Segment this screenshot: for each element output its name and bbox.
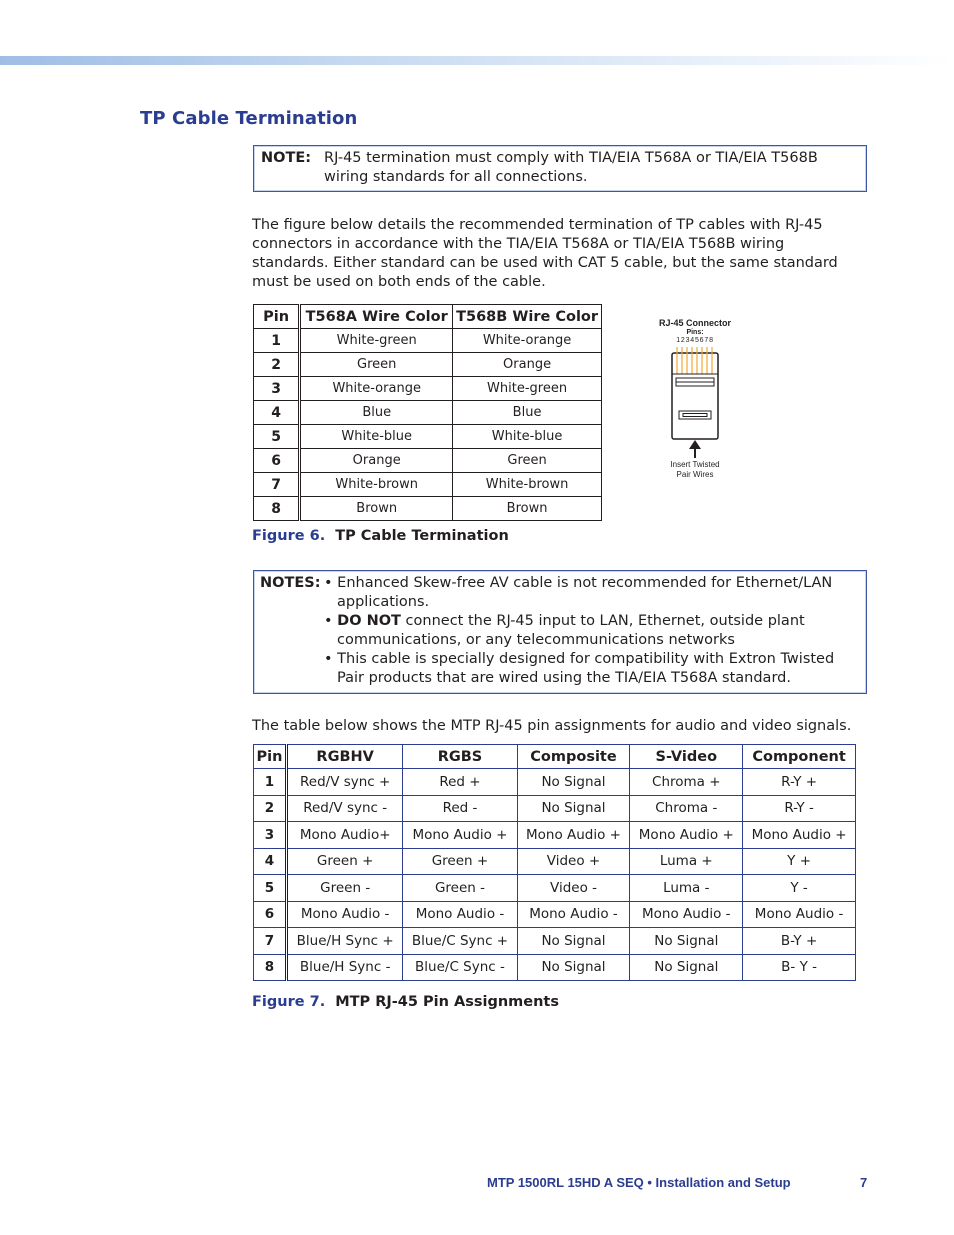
table-cell: Green +: [287, 848, 403, 875]
table-cell: Mono Audio -: [630, 901, 743, 928]
table-row: [254, 329, 602, 353]
table-cell: Mono Audio -: [743, 901, 856, 928]
table-row: [254, 377, 602, 401]
figure-number: Figure 6.: [252, 528, 326, 544]
table-row: [254, 449, 602, 473]
pin-cell: 7: [254, 473, 300, 497]
notes-box: [253, 570, 867, 694]
table-row: [254, 848, 856, 875]
table-cell: Blue/H Sync -: [287, 954, 403, 981]
table-cell: Mono Audio +: [630, 822, 743, 849]
figure-caption: [252, 994, 559, 1010]
wire-color-table: [253, 304, 602, 521]
figure-caption: [252, 528, 509, 544]
pin-cell: 3: [254, 377, 300, 401]
figure-title: MTP RJ-45 Pin Assignments: [335, 994, 559, 1010]
table-cell: B-Y +: [743, 928, 856, 955]
pin-assignment-paragraph: The table below shows the MTP RJ-45 pin assignments for audio and video signals.: [252, 718, 852, 734]
table-cell: Red +: [403, 769, 517, 796]
column-header: Composite: [517, 745, 630, 769]
column-header: T568A Wire Color: [300, 305, 453, 329]
table-cell: White-brown: [453, 473, 602, 497]
page-number: 7: [860, 1175, 868, 1190]
column-header: Pin: [254, 745, 287, 769]
table-cell: R-Y -: [743, 795, 856, 822]
pin-assignment-table: [253, 744, 856, 981]
table-cell: No Signal: [517, 954, 630, 981]
pin-cell: 6: [254, 449, 300, 473]
table-cell: Y -: [743, 875, 856, 902]
table-cell: No Signal: [517, 769, 630, 796]
table-row: [254, 497, 602, 521]
note-box: [253, 145, 867, 192]
table-cell: Mono Audio -: [517, 901, 630, 928]
table-row: [254, 425, 602, 449]
table-cell: R-Y +: [743, 769, 856, 796]
column-header: T568B Wire Color: [453, 305, 602, 329]
note-bullet: • This cable is specially designed for compatibility with Extron Twisted Pair products that are wired using the TIA/EIA T568A standard.: [324, 651, 835, 686]
table-cell: Green: [300, 353, 453, 377]
column-header: S-Video: [630, 745, 743, 769]
table-row: [254, 473, 602, 497]
table-cell: Mono Audio -: [287, 901, 403, 928]
table-cell: White-green: [453, 377, 602, 401]
bullet-emphasis: DO NOT: [337, 613, 401, 629]
pin-cell: 2: [254, 795, 287, 822]
table-row: [254, 901, 856, 928]
bullet-text: Enhanced Skew-free AV cable is not recommended for Ethernet/LAN applications.: [337, 575, 833, 610]
table-cell: White-brown: [300, 473, 453, 497]
table-cell: Blue: [453, 401, 602, 425]
table-cell: White-orange: [453, 329, 602, 353]
table-cell: White-blue: [453, 425, 602, 449]
connector-pins-label: Pins:: [686, 329, 704, 336]
rj45-connector-diagram: [640, 312, 750, 492]
table-cell: Mono Audio +: [743, 822, 856, 849]
connector-insert-note: [640, 460, 750, 480]
table-row: [254, 928, 856, 955]
table-cell: No Signal: [630, 954, 743, 981]
table-header-row: [254, 745, 856, 769]
table-cell: Green +: [403, 848, 517, 875]
table-row: [254, 401, 602, 425]
column-header: RGBHV: [287, 745, 403, 769]
pin-cell: 8: [254, 954, 287, 981]
pin-cell: 4: [254, 401, 300, 425]
notes-label: NOTES:: [260, 575, 321, 591]
table-cell: Y +: [743, 848, 856, 875]
table-cell: Green: [453, 449, 602, 473]
note-bullet: • DO NOT connect the RJ-45 input to LAN, Ethernet, outside plant communications, or any telecommunications networks: [324, 613, 805, 648]
table-row: [254, 769, 856, 796]
pin-cell: 1: [254, 769, 287, 796]
insert-line: Pair Wires: [676, 470, 714, 479]
footer-title: MTP 1500RL 15HD A SEQ • Installation and Setup: [487, 1175, 791, 1190]
column-header: RGBS: [403, 745, 517, 769]
table-row: [254, 822, 856, 849]
pin-cell: 3: [254, 822, 287, 849]
pin-cell: 5: [254, 425, 300, 449]
table-cell: No Signal: [517, 795, 630, 822]
pin-cell: 2: [254, 353, 300, 377]
intro-paragraph: The figure below details the recommended termination of TP cables with RJ-45 connectors in accordance with the TIA/EIA T568A or TIA/EIA T568B wiring standards. Either standard can be used with CAT 5 cable, but the same standard must be used on both ends of the cable.: [252, 217, 838, 290]
pin-cell: 8: [254, 497, 300, 521]
table-cell: Video -: [517, 875, 630, 902]
table-cell: Blue: [300, 401, 453, 425]
table-cell: Green -: [287, 875, 403, 902]
table-cell: White-orange: [300, 377, 453, 401]
column-header: Pin: [254, 305, 300, 329]
pin-cell: 7: [254, 928, 287, 955]
table-cell: Orange: [453, 353, 602, 377]
insert-line: Insert Twisted: [670, 460, 720, 469]
table-cell: Mono Audio +: [517, 822, 630, 849]
pin-cell: 5: [254, 875, 287, 902]
table-cell: Mono Audio+: [287, 822, 403, 849]
table-cell: Blue/C Sync +: [403, 928, 517, 955]
pin-cell: 4: [254, 848, 287, 875]
header-gradient-bar: [0, 56, 954, 65]
table-cell: Blue/H Sync +: [287, 928, 403, 955]
table-cell: White-green: [300, 329, 453, 353]
table-cell: Chroma -: [630, 795, 743, 822]
figure-number: Figure 7.: [252, 994, 326, 1010]
table-cell: Mono Audio +: [403, 822, 517, 849]
table-cell: Video +: [517, 848, 630, 875]
bullet-text: This cable is specially designed for compatibility with Extron Twisted Pair products that are wired using the TIA/EIA T568A standard.: [337, 651, 835, 686]
table-cell: Red/V sync +: [287, 769, 403, 796]
table-cell: Orange: [300, 449, 453, 473]
connector-pin-numbers: 12345678: [676, 337, 714, 344]
note-bullet: • Enhanced Skew-free AV cable is not recommended for Ethernet/LAN applications.: [324, 575, 833, 610]
table-row: [254, 795, 856, 822]
pin-cell: 1: [254, 329, 300, 353]
table-cell: Blue/C Sync -: [403, 954, 517, 981]
connector-title: RJ-45 Connector: [658, 318, 731, 328]
table-cell: B- Y -: [743, 954, 856, 981]
pin-cell: 6: [254, 901, 287, 928]
column-header: Component: [743, 745, 856, 769]
table-cell: Chroma +: [630, 769, 743, 796]
figure-title: TP Cable Termination: [335, 528, 509, 544]
table-cell: Red/V sync -: [287, 795, 403, 822]
bullet-text: connect the RJ-45 input to LAN, Ethernet, outside plant communications, or any telecommunications networks: [337, 613, 805, 648]
table-cell: Mono Audio -: [403, 901, 517, 928]
table-row: [254, 353, 602, 377]
table-cell: No Signal: [517, 928, 630, 955]
table-header-row: [254, 305, 602, 329]
note-text: RJ-45 termination must comply with TIA/EIA T568A or TIA/EIA T568B wiring standards for all connections.: [324, 150, 818, 185]
table-cell: No Signal: [630, 928, 743, 955]
table-row: [254, 954, 856, 981]
table-cell: Luma +: [630, 848, 743, 875]
table-cell: Green -: [403, 875, 517, 902]
table-cell: Brown: [453, 497, 602, 521]
table-cell: Luma -: [630, 875, 743, 902]
table-row: [254, 875, 856, 902]
table-cell: Red -: [403, 795, 517, 822]
table-cell: Brown: [300, 497, 453, 521]
table-cell: White-blue: [300, 425, 453, 449]
section-title: TP Cable Termination: [140, 108, 358, 129]
note-label: NOTE:: [261, 150, 312, 166]
